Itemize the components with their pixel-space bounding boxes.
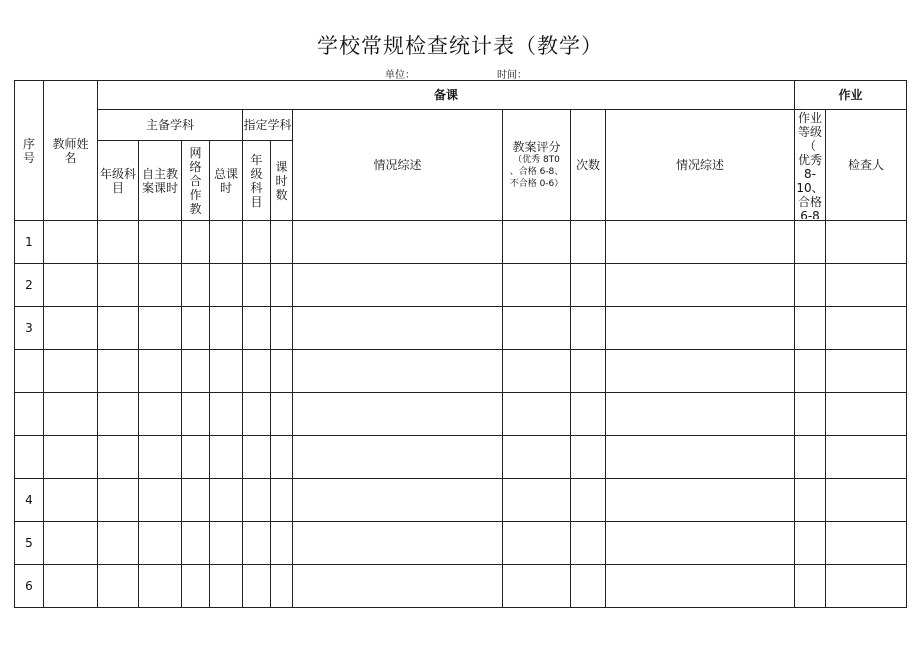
col-teacher-header: 教师姓名 [44, 81, 98, 221]
table-cell[interactable] [271, 307, 293, 350]
table-cell[interactable] [243, 522, 271, 565]
table-cell[interactable] [293, 522, 503, 565]
col-grade-subject-header: 年级科目 [98, 141, 139, 221]
table-cell[interactable] [503, 350, 571, 393]
table-cell[interactable] [243, 436, 271, 479]
time-label: 时间： [497, 70, 527, 81]
table-cell[interactable] [44, 264, 98, 307]
table-cell[interactable] [139, 565, 182, 608]
plan-score-line-3: 不合格 0-6） [509, 179, 564, 189]
table-cell[interactable] [571, 307, 606, 350]
table-cell[interactable] [182, 436, 210, 479]
table-cell[interactable] [139, 479, 182, 522]
table-cell[interactable] [210, 221, 243, 264]
table-cell[interactable] [571, 393, 606, 436]
row-number-cell [15, 350, 44, 393]
table-cell[interactable] [571, 264, 606, 307]
subgroup-main-subject: 主备学科 [98, 110, 243, 141]
table-cell[interactable] [795, 307, 826, 350]
table-cell[interactable] [571, 436, 606, 479]
table-cell[interactable] [503, 436, 571, 479]
table-cell[interactable] [98, 264, 139, 307]
table-cell[interactable] [606, 522, 795, 565]
col-hw-summary-header: 情况综述 [606, 110, 795, 221]
table-cell[interactable] [98, 393, 139, 436]
col-assigned-grade-subject-header: 年级科目 [243, 141, 271, 221]
table-cell[interactable] [271, 264, 293, 307]
table-cell[interactable] [210, 522, 243, 565]
table-cell[interactable] [271, 479, 293, 522]
row-number-cell [15, 436, 44, 479]
table-row [15, 436, 907, 479]
table-cell[interactable] [293, 436, 503, 479]
table-cell[interactable] [210, 264, 243, 307]
plan-score-title: 教案评分 [512, 140, 561, 154]
table-cell[interactable] [826, 393, 907, 436]
row-number-cell: 5 [15, 522, 44, 565]
table-cell[interactable] [139, 350, 182, 393]
table-cell[interactable] [243, 221, 271, 264]
page-title: 学校常规检查统计表（教学） [317, 34, 603, 58]
table-cell[interactable] [182, 522, 210, 565]
table-cell[interactable] [503, 221, 571, 264]
table-cell[interactable] [503, 393, 571, 436]
table-row [15, 221, 907, 264]
table-row [15, 393, 907, 436]
table-cell[interactable] [44, 479, 98, 522]
table-cell[interactable] [182, 565, 210, 608]
plan-score-line-1: （优秀 8T0 [513, 155, 560, 165]
table-cell[interactable] [182, 307, 210, 350]
table-cell[interactable] [44, 307, 98, 350]
table-cell[interactable] [44, 565, 98, 608]
table-cell[interactable] [44, 522, 98, 565]
table-cell[interactable] [293, 479, 503, 522]
table-cell[interactable] [571, 479, 606, 522]
table-row [15, 522, 907, 565]
table-cell[interactable] [795, 436, 826, 479]
table-cell[interactable] [210, 393, 243, 436]
table-cell[interactable] [271, 221, 293, 264]
table-cell[interactable] [293, 264, 503, 307]
table-cell[interactable] [795, 221, 826, 264]
table-cell[interactable] [571, 221, 606, 264]
table-cell[interactable] [826, 221, 907, 264]
row-number-cell [15, 393, 44, 436]
col-hw-count-header: 次数 [571, 110, 606, 221]
table-cell[interactable] [139, 522, 182, 565]
col-self-prep-hours-header: 自主教案课时 [139, 141, 182, 221]
table-cell[interactable] [210, 479, 243, 522]
table-cell[interactable] [271, 350, 293, 393]
col-prep-summary-header: 情况综述 [293, 110, 503, 221]
table-cell[interactable] [606, 565, 795, 608]
table-cell[interactable] [795, 565, 826, 608]
table-cell[interactable] [503, 479, 571, 522]
table-cell[interactable] [243, 479, 271, 522]
table-cell[interactable] [606, 393, 795, 436]
row-number-cell: 2 [15, 264, 44, 307]
inspection-table [14, 80, 907, 608]
table-row [15, 479, 907, 522]
table-cell[interactable] [139, 307, 182, 350]
table-cell[interactable] [795, 479, 826, 522]
table-cell[interactable] [826, 565, 907, 608]
table-cell[interactable] [98, 522, 139, 565]
row-number-cell: 1 [15, 221, 44, 264]
table-cell[interactable] [210, 350, 243, 393]
table-cell[interactable] [826, 522, 907, 565]
row-number-cell: 3 [15, 307, 44, 350]
table-cell[interactable] [182, 264, 210, 307]
table-cell[interactable] [182, 221, 210, 264]
row-number-cell: 4 [15, 479, 44, 522]
col-plan-score-header [503, 110, 571, 221]
col-inspector-header: 检查人 [826, 110, 907, 221]
table-cell[interactable] [44, 350, 98, 393]
group-homework-header: 作业 [795, 81, 907, 110]
table-cell[interactable] [98, 307, 139, 350]
table-cell[interactable] [271, 522, 293, 565]
table-cell[interactable] [182, 479, 210, 522]
hw-grade-text: 作业 等级 （ 优秀 8- 10、 合格 6-8 [796, 111, 824, 219]
table-cell[interactable] [98, 221, 139, 264]
table-cell[interactable] [139, 264, 182, 307]
table-cell[interactable] [139, 221, 182, 264]
table-cell[interactable] [243, 393, 271, 436]
table-cell[interactable] [271, 436, 293, 479]
table-cell[interactable] [606, 479, 795, 522]
plan-score-line-2: 、合格 6-8、 [509, 167, 564, 177]
table-cell[interactable] [98, 436, 139, 479]
table-cell[interactable] [271, 393, 293, 436]
table-cell[interactable] [210, 307, 243, 350]
table-cell[interactable] [571, 565, 606, 608]
unit-label: 单位： [385, 70, 415, 81]
table-cell[interactable] [606, 307, 795, 350]
table-cell[interactable] [98, 479, 139, 522]
table-row [15, 264, 907, 307]
table-cell[interactable] [606, 221, 795, 264]
table-cell[interactable] [243, 565, 271, 608]
table-cell[interactable] [44, 393, 98, 436]
table-cell[interactable] [795, 264, 826, 307]
table-cell[interactable] [98, 565, 139, 608]
table-cell[interactable] [606, 350, 795, 393]
table-cell[interactable] [139, 436, 182, 479]
table-cell[interactable] [44, 221, 98, 264]
table-cell[interactable] [503, 307, 571, 350]
table-cell[interactable] [503, 565, 571, 608]
table-cell[interactable] [271, 565, 293, 608]
table-cell[interactable] [606, 436, 795, 479]
table-cell[interactable] [826, 350, 907, 393]
table-cell[interactable] [826, 307, 907, 350]
table-row [15, 307, 907, 350]
table-cell[interactable] [293, 221, 503, 264]
table-cell[interactable] [795, 350, 826, 393]
table-cell[interactable] [826, 479, 907, 522]
col-seq-header: 序号 [15, 81, 44, 221]
table-cell[interactable] [795, 393, 826, 436]
table-cell[interactable] [606, 264, 795, 307]
table-cell[interactable] [98, 350, 139, 393]
table-cell[interactable] [293, 393, 503, 436]
table-cell[interactable] [503, 264, 571, 307]
table-cell[interactable] [243, 307, 271, 350]
table-cell[interactable] [293, 565, 503, 608]
table-cell[interactable] [293, 307, 503, 350]
table-cell[interactable] [243, 264, 271, 307]
table-cell[interactable] [182, 350, 210, 393]
subgroup-assigned-subject: 指定学科 [243, 110, 293, 141]
col-online-coop-header: 网络合作教 [182, 141, 210, 221]
table-cell[interactable] [293, 350, 503, 393]
table-cell[interactable] [571, 522, 606, 565]
table-cell[interactable] [826, 436, 907, 479]
table-cell[interactable] [182, 393, 210, 436]
table-cell[interactable] [243, 350, 271, 393]
col-total-hours-header: 总课时 [210, 141, 243, 221]
table-row [15, 350, 907, 393]
table-cell[interactable] [571, 350, 606, 393]
table-cell[interactable] [139, 393, 182, 436]
table-cell[interactable] [826, 264, 907, 307]
table-cell[interactable] [210, 436, 243, 479]
row-number-cell: 6 [15, 565, 44, 608]
col-hw-grade-header [795, 110, 826, 221]
table-cell[interactable] [503, 522, 571, 565]
table-cell[interactable] [44, 436, 98, 479]
table-row [15, 565, 907, 608]
table-cell[interactable] [795, 522, 826, 565]
group-prep-header: 备课 [98, 81, 795, 110]
col-assigned-hours-header: 课时数 [271, 141, 293, 221]
table-cell[interactable] [210, 565, 243, 608]
